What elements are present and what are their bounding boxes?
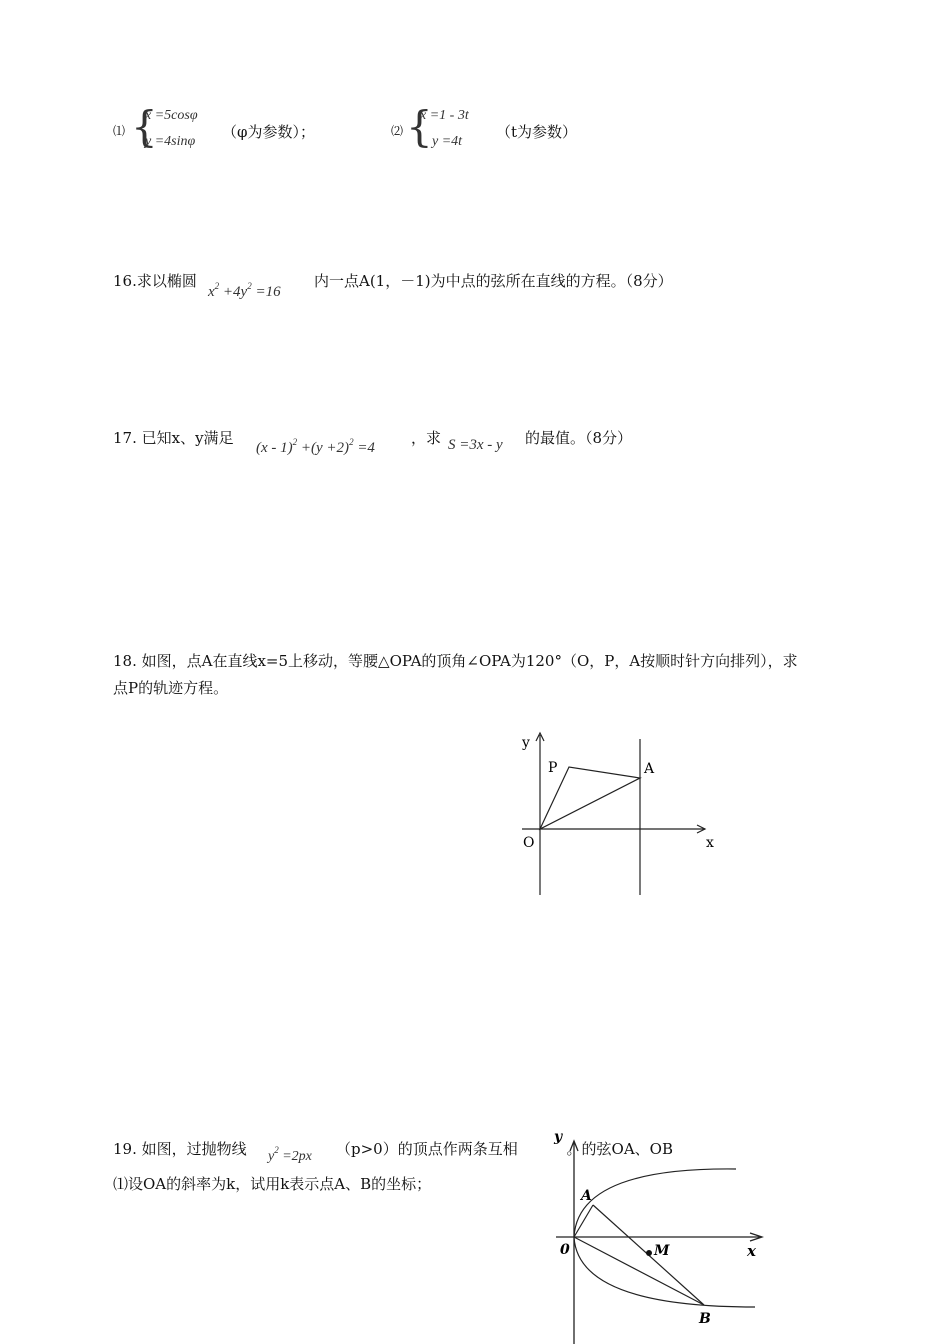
- q19-condition: （p>0）的顶点作两条互相: [336, 1140, 518, 1158]
- label-y: y: [522, 735, 530, 751]
- label-a: A: [581, 1188, 592, 1204]
- q16-equation: $x^2 +4y^2 =16$: [208, 281, 281, 300]
- q16-text-before: 16.求以椭圆: [113, 272, 197, 290]
- q17-s-expression: S =3x - y: [448, 437, 503, 453]
- parabola-upper-branch: [574, 1169, 736, 1237]
- q18-line2: 点P的轨迹方程。: [113, 679, 229, 697]
- label-y: y: [554, 1129, 563, 1145]
- q18-figure: [510, 725, 720, 905]
- q15-part2-eq2: y =4t: [432, 134, 463, 149]
- label-m: M: [654, 1243, 670, 1259]
- triangle-opa: [540, 767, 640, 829]
- q15-part2-eq1: x =1 - 3t: [420, 108, 469, 123]
- q18-line1: 18. 如图，点A在直线x=5上移动，等腰△OPA的顶角∠OPA为120°（O，P，A按顺时针方向排列），求: [113, 652, 798, 670]
- q19-line1-end: 的弦OA、OB。: [566, 1140, 673, 1158]
- label-x: x: [706, 835, 714, 851]
- label-x: x: [747, 1242, 756, 1260]
- q19-figure: [548, 1125, 778, 1344]
- label-origin: 0: [560, 1242, 570, 1258]
- point-m: [646, 1250, 652, 1256]
- brace-icon: {: [131, 102, 158, 151]
- q15-part1-number: ⑴: [113, 124, 126, 138]
- q15-part1-eq2: y =4sinφ: [145, 134, 196, 149]
- q15-part1-eq1: x =5cosφ: [145, 108, 198, 123]
- label-o: O: [523, 835, 535, 851]
- q17-equation: $(x - 1)^2 +(y +2)^2 =4$: [256, 437, 375, 456]
- q17-text-before: 17. 已知x、y满足: [113, 429, 234, 447]
- brace-icon: {: [406, 102, 433, 151]
- q19-equation: $y^2 =2px$: [268, 1145, 312, 1164]
- q15-part1-note: （φ为参数）；: [222, 123, 316, 141]
- q15-part2-note: （t为参数）: [496, 123, 578, 141]
- q17-text-after: 的最值。（8分）: [525, 429, 633, 447]
- q19-line1-start: 19. 如图，过抛物线: [113, 1140, 247, 1158]
- label-a: A: [644, 761, 655, 777]
- label-p: P: [548, 760, 558, 776]
- q16-text-after: 内一点A(1，－1)为中点的弦所在直线的方程。（8分）: [314, 272, 673, 290]
- q17-text-mid: ，求: [411, 429, 442, 447]
- q15-part2-number: ⑵: [391, 124, 404, 138]
- q19-line2: ⑴设OA的斜率为k，试用k表示点A、B的坐标；: [113, 1175, 432, 1193]
- label-b: B: [699, 1311, 711, 1327]
